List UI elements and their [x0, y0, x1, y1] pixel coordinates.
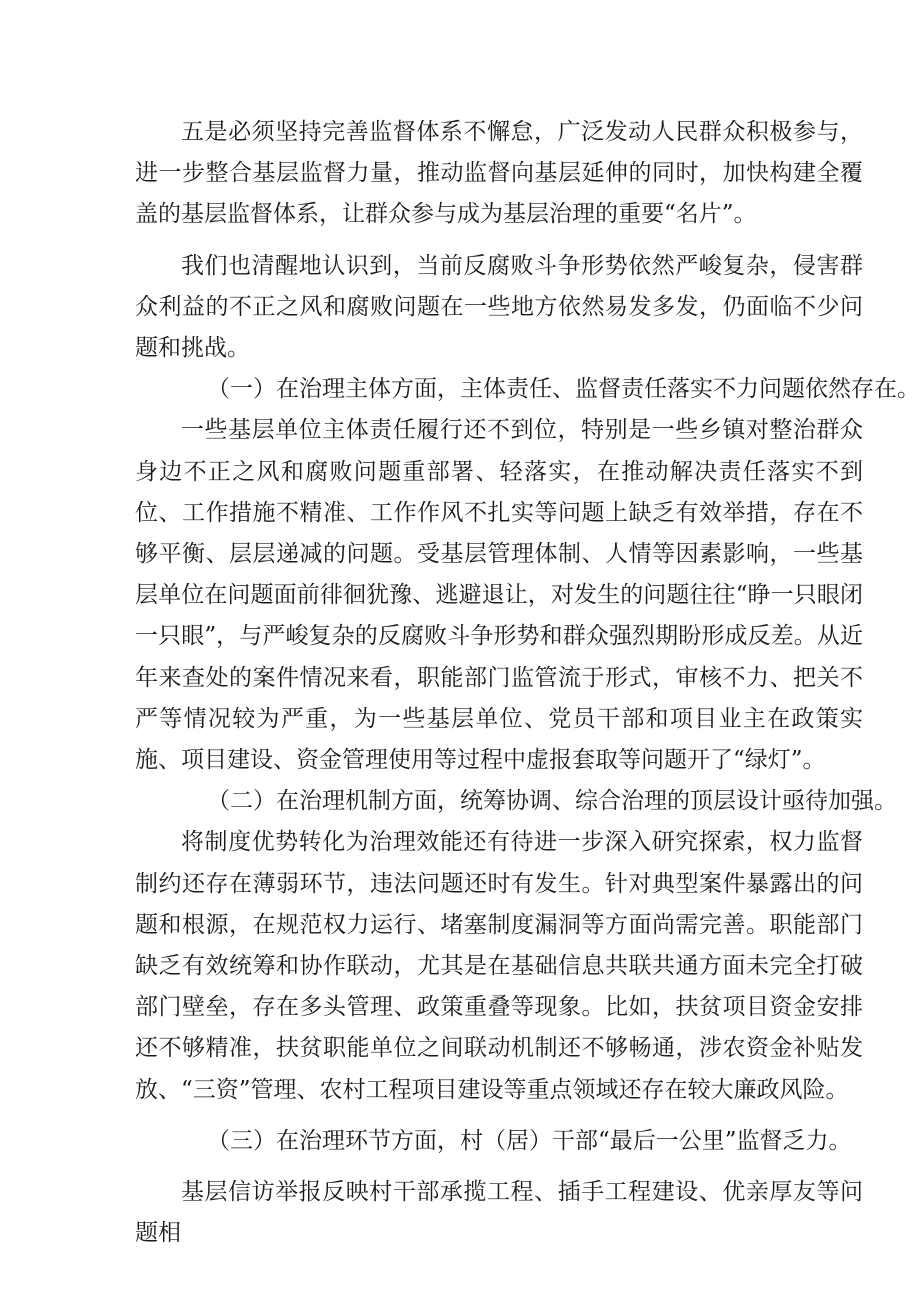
paragraph-governance-mechanism: 将制度优势转化为治理效能还有待进一步深入研究探索，权力监督制约还存在薄弱环节，违法问题还时有发生。针对典型案件暴露出的问题和根源，在规范权力运行、堵塞制度漏洞等方面尚需完善。职能部门缺乏有效统筹和协作联动，尤其是在基础信息共联共通方面未完全打破部门壁垒，存在多头管理、政策重叠等现象。比如，扶贫项目资金安排还不够精准，扶贫职能单位之间联动机制还不够畅通，涉农资金补贴发放、“三资”管理、农村工程项目建设等重点领域还存在较大廉政风险。 [135, 829, 863, 1103]
section-heading-governance-subject: （一）在治理主体方面，主体责任、监督责任落实不力问题依然存在。 [207, 376, 920, 403]
paragraph-gap [135, 1162, 863, 1172]
paragraph-gap [135, 236, 863, 246]
document-body [135, 112, 920, 1254]
paragraph-gap [135, 1111, 863, 1121]
section-heading-governance-mechanism: （二）在治理机制方面，统筹协调、综合治理的顶层设计亟待加强。 [207, 788, 897, 815]
paragraph-challenges-intro: 我们也清醒地认识到，当前反腐败斗争形势依然严峻复杂，侵害群众利益的不正之风和腐败问题在一些地方依然易发多发，仍面临不少问题和挑战。 [135, 252, 863, 362]
section-heading-governance-link: （三）在治理环节方面，村（居）干部“最后一公里”监督乏力。 [207, 1127, 852, 1154]
paragraph-governance-link: 基层信访举报反映村干部承揽工程、插手工程建设、优亲厚友等问题相 [135, 1179, 863, 1247]
paragraph-governance-subject: 一些基层单位主体责任履行还不到位，特别是一些乡镇对整治群众身边不正之风和腐败问题重部署、轻落实，在推动解决责任落实不到位、工作措施不精准、工作作风不扎实等问题上缺乏有效举措，存在不够平衡、层层递减的问题。受基层管理体制、人情等因素影响，一些基层单位在问题面前徘徊犹豫、逃避退让，对发生的问题往往“睁一只眼闭一只眼”，与严峻复杂的反腐败斗争形势和群众强烈期盼形成反差。从近年来查处的案件情况来看，职能部门监管流于形式，审核不力、把关不严等情况较为严重，为一些基层单位、党员干部和项目业主在政策实施、项目建设、资金管理使用等过程中虚报套取等问题开了“绿灯”。 [135, 417, 863, 774]
paragraph-supervision-system: 五是必须坚持完善监督体系不懈怠，广泛发动人民群众积极参与，进一步整合基层监督力量，推动监督向基层延伸的同时，加快构建全覆盖的基层监督体系，让群众参与成为基层治理的重要“名片”。 [135, 119, 863, 228]
